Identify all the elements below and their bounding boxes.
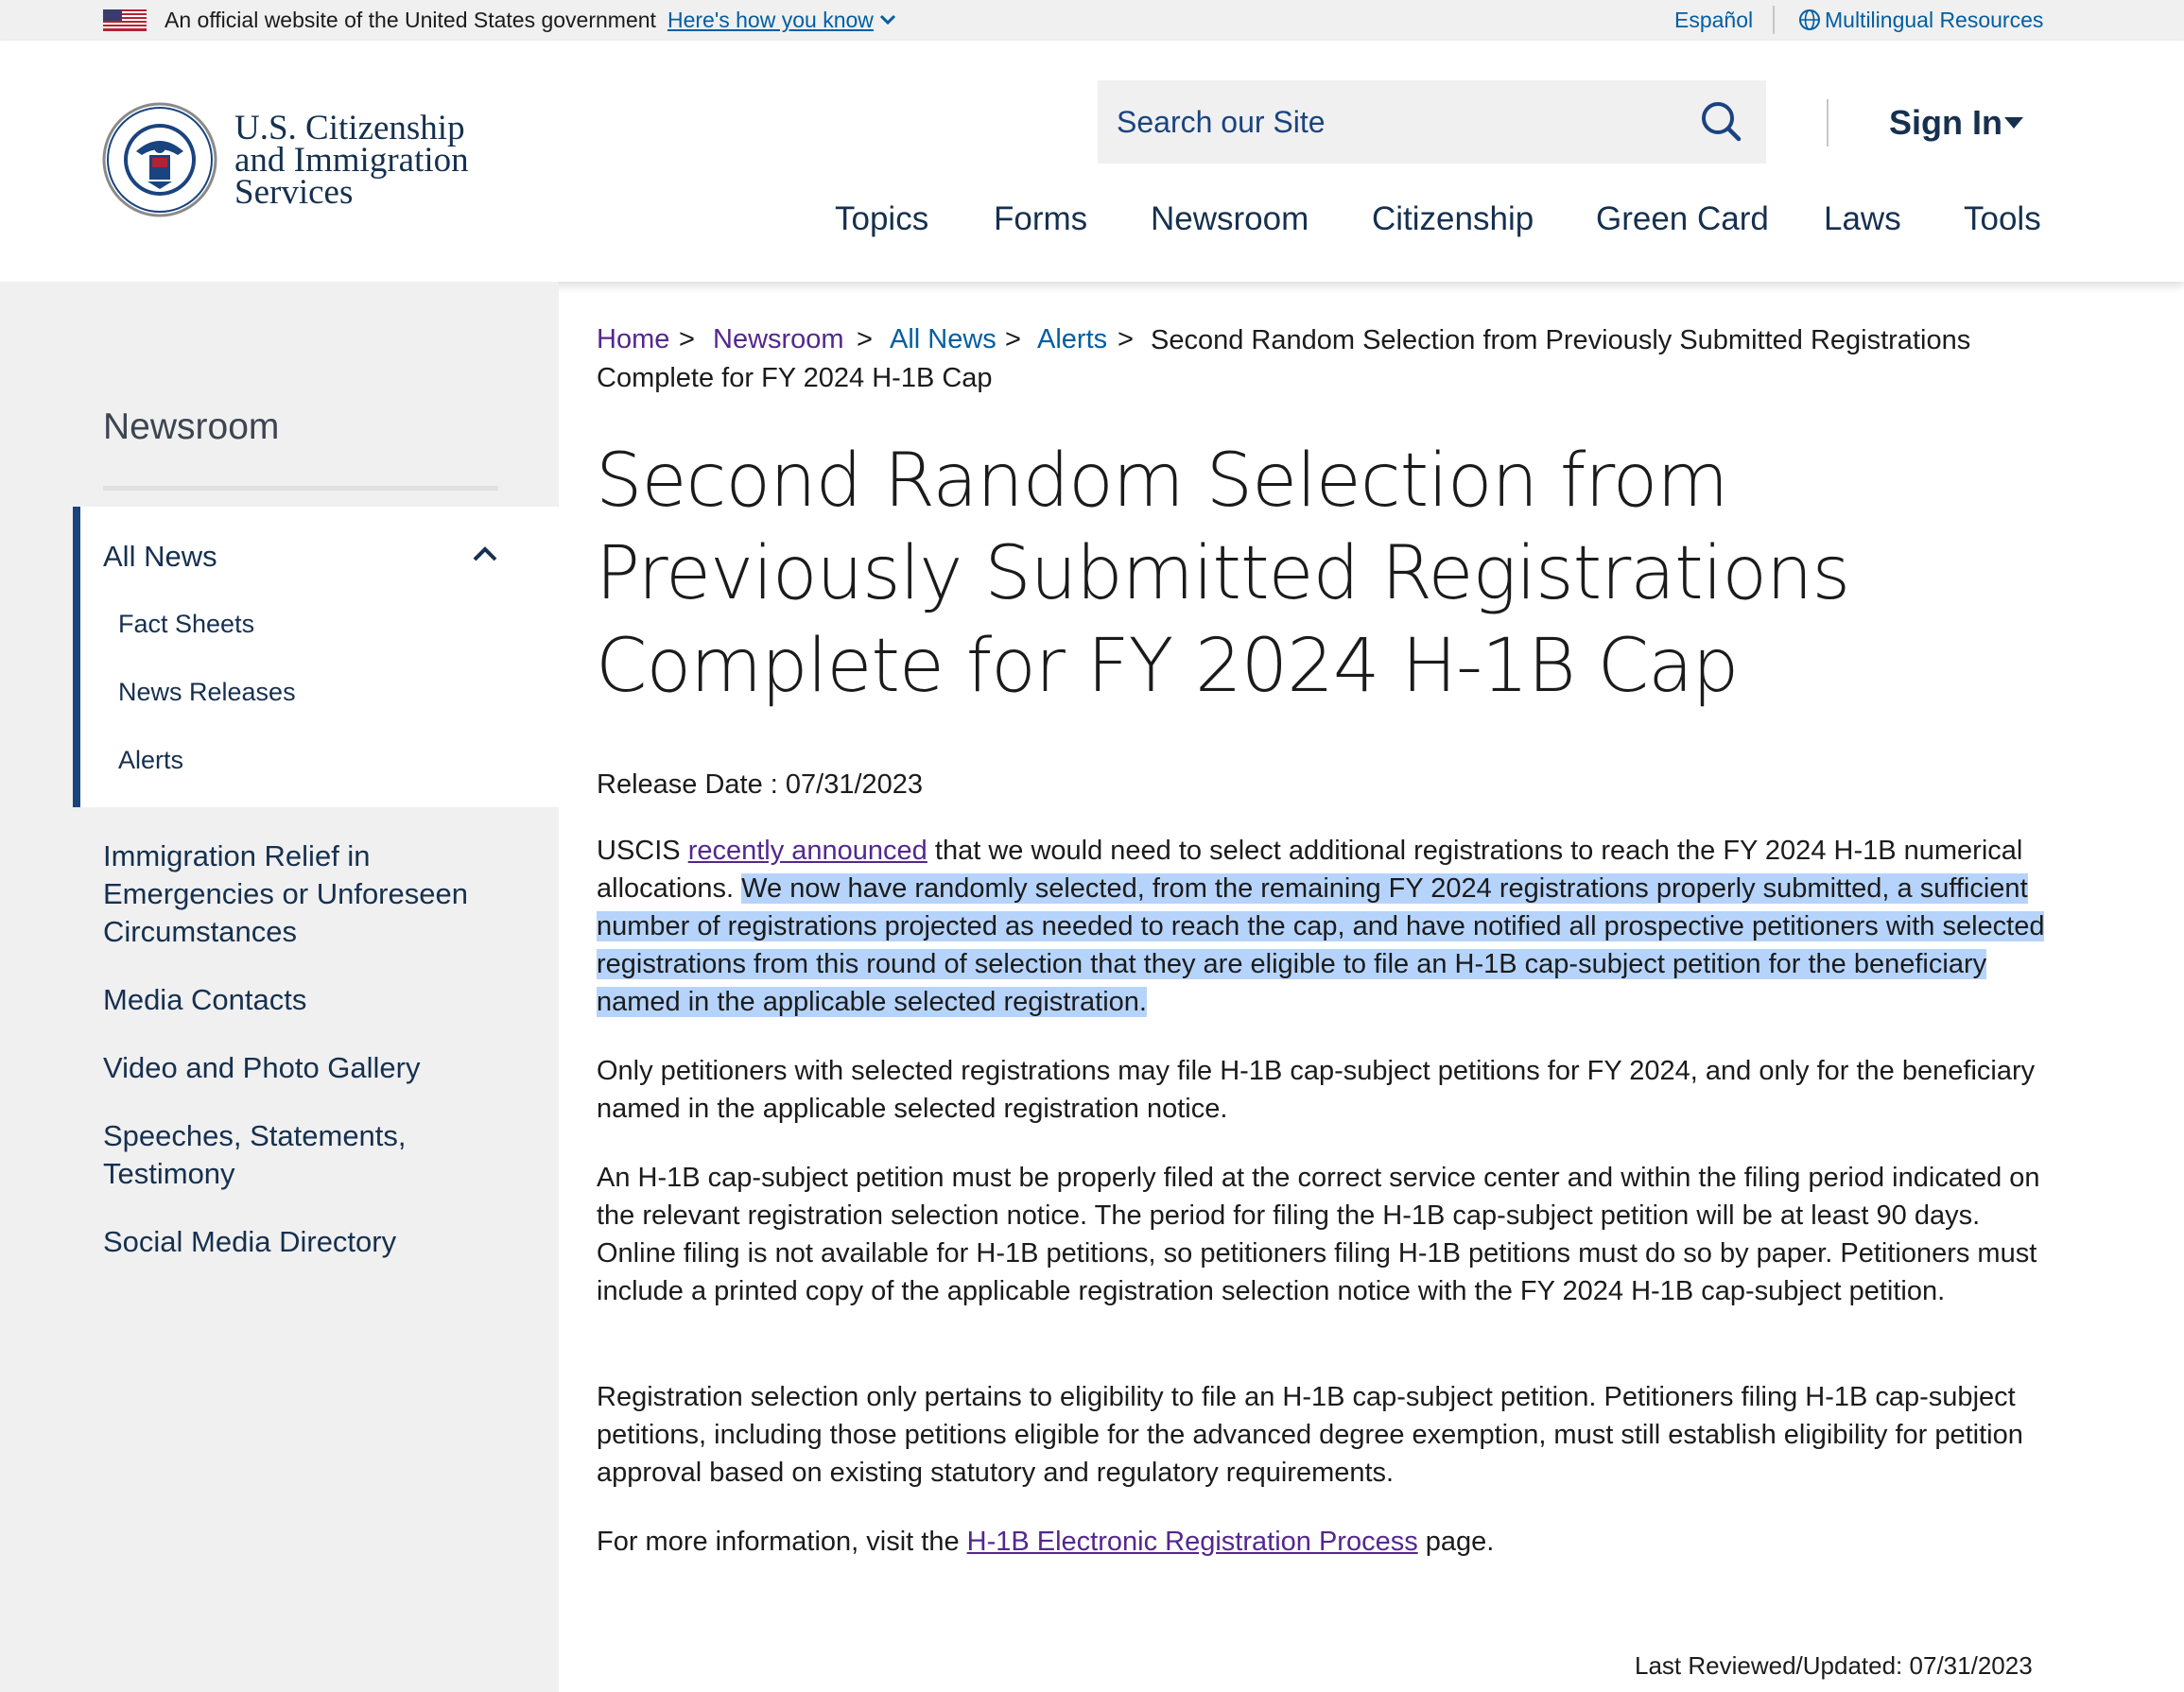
breadcrumb-separator: > <box>857 324 873 354</box>
breadcrumb-alerts[interactable]: Alerts <box>1037 324 1108 354</box>
highlighted-text: We now have randomly selected, from the remaining FY 2024 registrations properly submitted, a sufficient number of registrations projected as needed to reach the cap, and have notified all prospective petitioners with selected registrations from this round of selection that they are eligible to file an H-1B cap-subject petition for the beneficiary named in the applicable selected registration. <box>597 873 2045 1017</box>
last-reviewed-date: 07/31/2023 <box>1909 1651 2033 1680</box>
nav-citizenship[interactable]: Citizenship <box>1372 200 1534 237</box>
release-date <box>597 767 923 803</box>
nav-topics[interactable]: Topics <box>835 200 929 237</box>
search-input[interactable] <box>1117 80 1665 164</box>
breadcrumb-separator: > <box>1005 324 1021 354</box>
sidebar-item-all-news[interactable]: All News <box>103 540 217 573</box>
h1b-registration-process-link[interactable]: H-1B Electronic Registration Process <box>966 1527 1418 1557</box>
sidebar <box>0 282 559 1692</box>
sidebar-item-immigration-relief[interactable]: Immigration Relief in Emergencies or Unforeseen Circumstances <box>103 839 468 948</box>
agency-name-line1: U.S. Citizenship <box>234 109 465 147</box>
search-button[interactable] <box>1693 94 1750 150</box>
header-divider <box>1827 99 1829 147</box>
article-paragraph-1 <box>597 832 2053 1021</box>
sidebar-item-fact-sheets[interactable]: Fact Sheets <box>118 610 255 638</box>
breadcrumb-home[interactable]: Home <box>597 324 670 354</box>
sign-in-button[interactable]: Sign In <box>1889 103 2002 142</box>
breadcrumb-current: Second Random Selection from Previously Submitted Registrations Complete for FY 2024 H-1B Cap <box>597 325 1971 393</box>
article-paragraph-3: An H-1B cap-subject petition must be properly filed at the correct service center and within the filing period indicated on the relevant registration selection notice. The period for filing the H-1B cap-subject petition will be at least 90 days. Online filing is not available for H-1B petitions, so petitioners filing H-1B petitions must do so by paper. Petitioners must include a printed copy of the applicable registration selection notice with the FY 2024 H-1B cap-subject petition. <box>597 1163 2040 1306</box>
article-paragraph-4: Registration selection only pertains to eligibility to file an H-1B cap-subject petition. Petitioners filing H-1B cap-subject petitions, including those petitions eligible for the advanced degree exemption, must still establish eligibility for petition approval based on existing statutory and regulatory requirements. <box>597 1382 2023 1488</box>
multilingual-resources-link[interactable]: Multilingual Resources <box>1825 8 2044 32</box>
gov-banner <box>0 0 2184 41</box>
release-date-label: Release Date : <box>597 769 778 800</box>
release-date-value: 07/31/2023 <box>785 769 924 800</box>
recently-announced-link[interactable]: recently announced <box>687 836 927 866</box>
nav-newsroom[interactable]: Newsroom <box>1151 200 1309 237</box>
dhs-seal-logo[interactable] <box>102 102 217 217</box>
site-header <box>0 41 2184 282</box>
article-paragraph-5 <box>597 1523 2053 1561</box>
chevron-down-icon[interactable] <box>877 9 898 30</box>
sidebar-item-news-releases[interactable]: News Releases <box>118 678 296 706</box>
nav-laws[interactable]: Laws <box>1824 200 1901 237</box>
espanol-link[interactable]: Español <box>1674 8 1754 32</box>
chevron-up-icon[interactable] <box>470 543 500 565</box>
sidebar-item-video-photo-gallery[interactable]: Video and Photo Gallery <box>103 1051 421 1084</box>
globe-icon <box>1798 9 1821 31</box>
sidebar-item-alerts[interactable]: Alerts <box>118 746 184 774</box>
agency-name-line2: and Immigration <box>234 141 469 180</box>
how-you-know-link[interactable]: Here's how you know <box>667 8 874 32</box>
sidebar-item-speeches[interactable]: Speeches, Statements, Testimony <box>103 1119 407 1190</box>
p5-lead: For more information, visit the <box>597 1527 967 1557</box>
nav-green-card[interactable]: Green Card <box>1596 200 1769 237</box>
official-site-text: An official website of the United States government <box>165 8 656 32</box>
p5-tail: page. <box>1417 1527 1495 1557</box>
us-flag-icon <box>103 9 147 31</box>
breadcrumb-all-news[interactable]: All News <box>890 324 997 354</box>
breadcrumb-newsroom[interactable]: Newsroom <box>713 324 844 354</box>
breadcrumb-separator: > <box>679 324 695 354</box>
search-box <box>1098 80 1766 164</box>
last-reviewed-label: Last Reviewed/Updated: <box>1635 1651 1903 1680</box>
sidebar-title: Newsroom <box>103 406 280 447</box>
search-icon <box>1693 94 1750 150</box>
agency-name[interactable] <box>234 109 469 212</box>
sidebar-divider <box>103 486 498 491</box>
nav-tools[interactable]: Tools <box>1964 200 2041 237</box>
caret-down-icon[interactable] <box>2004 117 2023 130</box>
page-title: Second Random Selection from Previously Submitted Registrations Complete for FY 2024 H-1B Cap <box>596 439 1850 709</box>
nav-forms[interactable]: Forms <box>994 200 1088 237</box>
banner-divider <box>1773 6 1775 34</box>
sidebar-item-social-media-directory[interactable]: Social Media Directory <box>103 1225 397 1258</box>
agency-name-line3: Services <box>234 173 354 212</box>
last-reviewed <box>1635 1649 2033 1682</box>
breadcrumb-separator: > <box>1118 324 1134 354</box>
p1-lead: USCIS <box>597 836 688 866</box>
sidebar-item-media-contacts[interactable]: Media Contacts <box>103 983 307 1016</box>
p1-mid: that we would need to select additional registrations to reach the FY 2024 H-1B numerical allocations. <box>597 836 2023 904</box>
article-paragraph-2: Only petitioners with selected registrations may file H-1B cap-subject petitions for FY 2024, and only for the beneficiary named in the applicable selected registration notice. <box>597 1056 2036 1124</box>
